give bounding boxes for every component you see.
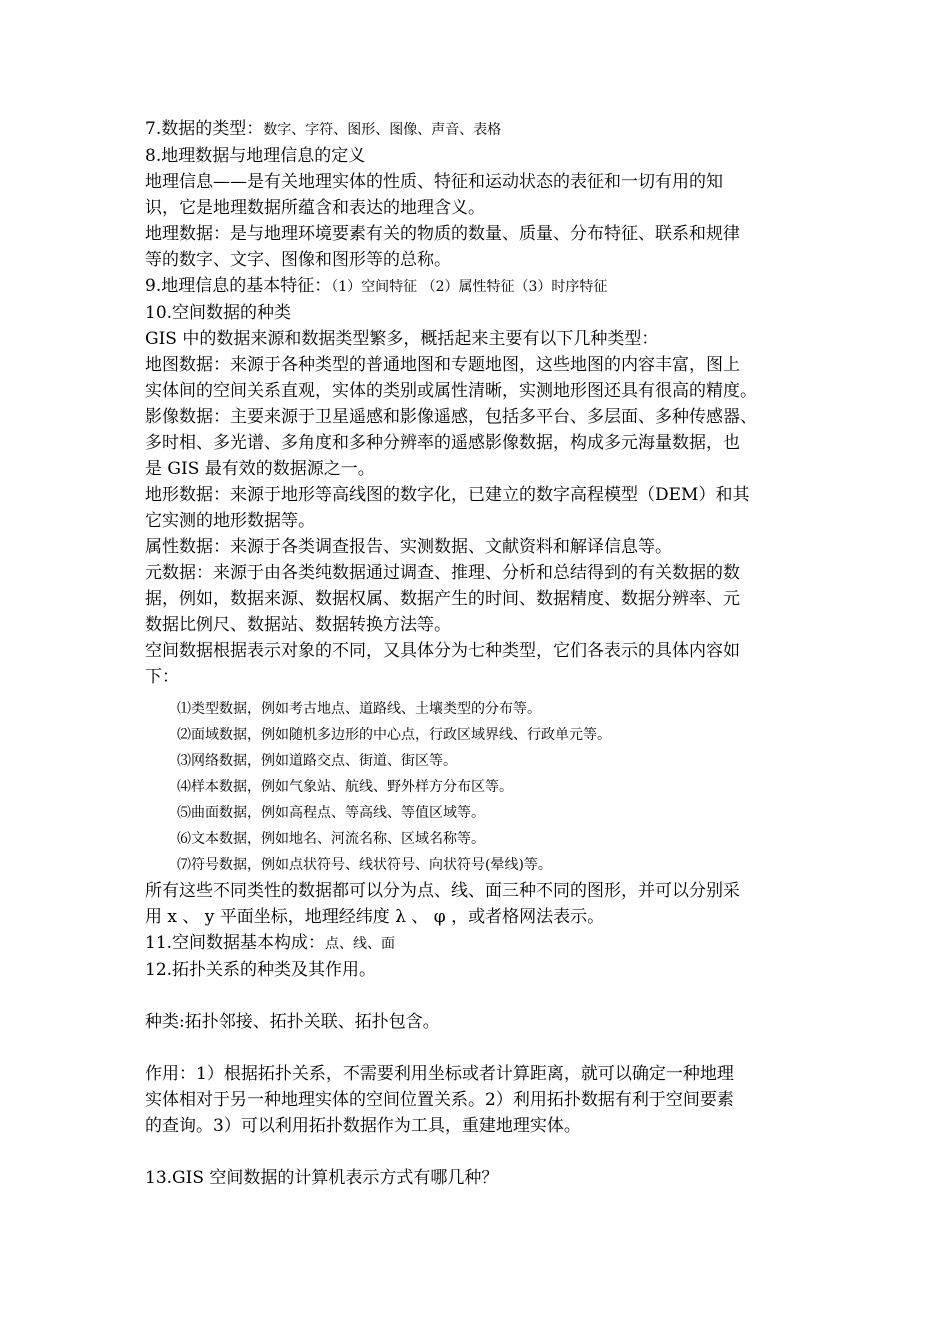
q8-info-line-1: 地理信息——是有关地理实体的性质、特征和运动状态的表征和一切有用的知 bbox=[145, 172, 723, 192]
q12-use-line-1: 作用：1）根据拓扑关系，不需要利用坐标或者计算距离，就可以确定一种地理 bbox=[145, 1064, 734, 1084]
list-item: ⑸曲面数据，例如高程点、等高线、等值区域等。 bbox=[177, 805, 485, 821]
q10-metadata-line-3: 数据比例尺、数据站、数据转换方法等。 bbox=[145, 615, 451, 635]
document-page bbox=[145, 116, 810, 1191]
q10-image-line-3: 是 GIS 最有效的数据源之一。 bbox=[145, 459, 375, 479]
q12-use-line-3: 的查询。3）可以利用拓扑数据作为工具，重建地理实体。 bbox=[145, 1116, 581, 1136]
q8-info-line-2: 识，它是地理数据所蕴含和表达的地理含义。 bbox=[145, 198, 485, 218]
q10-map-line-1: 地图数据：来源于各种类型的普通地图和专题地图，这些地图的内容丰富，图上 bbox=[145, 355, 740, 375]
list-item: ⑺符号数据，例如点状符号、线状符号、向状符号(晕线)等。 bbox=[177, 857, 552, 873]
q12-heading: 12.拓扑关系的种类及其作用。 bbox=[145, 960, 377, 980]
q10-image-line-1: 影像数据：主要来源于卫星遥感和影像遥感，包括多平台、多层面、多种传感器、 bbox=[145, 407, 757, 427]
q10-metadata-line-1: 元数据：来源于由各类纯数据通过调查、推理、分析和总结得到的有关数据的数 bbox=[145, 563, 740, 583]
q7-answer: 数字、字符、图形、图像、声音、表格 bbox=[263, 122, 502, 138]
q10-intro: GIS 中的数据来源和数据类型繁多，概括起来主要有以下几种类型： bbox=[145, 329, 659, 349]
q12-kinds: 种类:拓扑邻接、拓扑关联、拓扑包含。 bbox=[145, 1012, 440, 1032]
q9-answer: （1）空间特征 （2）属性特征（3）时序特征 bbox=[331, 279, 608, 295]
q10-map-line-2: 实体间的空间关系直观，实体的类别或属性清晰，实测地形图还具有很高的精度。 bbox=[145, 381, 757, 401]
q11-line bbox=[145, 930, 810, 957]
blank-line bbox=[145, 1035, 810, 1061]
q11-answer: 点、线、面 bbox=[325, 936, 396, 952]
list-item: ⑶网络数据，例如道路交点、街道、街区等。 bbox=[177, 753, 457, 769]
q10-summary-line-2: 用 x 、 y 平面坐标，地理经纬度 λ 、 φ ，或者格网法表示。 bbox=[145, 907, 605, 927]
q7-line bbox=[145, 116, 810, 143]
q8-data-line-1: 地理数据：是与地理环境要素有关的物质的数量、质量、分布特征、联系和规律 bbox=[145, 224, 740, 244]
q8-heading: 8.地理数据与地理信息的定义 bbox=[145, 146, 366, 166]
list-item: ⑹文本数据，例如地名、河流名称、区域名称等。 bbox=[177, 831, 485, 847]
q8-data-line-2: 等的数字、文字、图像和图形等的总称。 bbox=[145, 250, 451, 270]
list-item: ⑵面域数据，例如随机多边形的中心点，行政区域界线、行政单元等。 bbox=[177, 727, 611, 743]
list-item: ⑴类型数据，例如考古地点、道路线、土壤类型的分布等。 bbox=[177, 701, 541, 717]
q10-seven-types-line-1: 空间数据根据表示对象的不同，又具体分为七种类型，它们各表示的具体内容如 bbox=[145, 641, 740, 661]
q10-image-line-2: 多时相、多光谱、多角度和多种分辨率的遥感影像数据，构成多元海量数据，也 bbox=[145, 433, 740, 453]
blank-line bbox=[145, 983, 810, 1009]
q9-heading: 9.地理信息的基本特征： bbox=[145, 276, 332, 296]
q12-use-line-2: 实体相对于另一种地理实体的空间位置关系。2）利用拓扑数据有利于空间要素 bbox=[145, 1090, 734, 1110]
q9-line bbox=[145, 273, 810, 300]
q11-heading: 11.空间数据基本构成： bbox=[145, 933, 326, 953]
q10-heading: 10.空间数据的种类 bbox=[145, 303, 292, 323]
q10-attribute-line: 属性数据：来源于各类调查报告、实测数据、文献资料和解译信息等。 bbox=[145, 537, 672, 557]
q10-summary-line-1: 所有这些不同类性的数据都可以分为点、线、面三种不同的图形，并可以分别采 bbox=[145, 881, 740, 901]
q10-terrain-line-1: 地形数据：来源于地形等高线图的数字化，已建立的数字高程模型（DEM）和其 bbox=[145, 485, 750, 505]
q10-metadata-line-2: 据，例如，数据来源、数据权属、数据产生的时间、数据精度、数据分辨率、元 bbox=[145, 589, 740, 609]
q10-type-list bbox=[145, 690, 810, 878]
q7-heading: 7.数据的类型： bbox=[145, 119, 264, 139]
list-item: ⑷样本数据，例如气象站、航线、野外样方分布区等。 bbox=[177, 779, 513, 795]
q13-heading: 13.GIS 空间数据的计算机表示方式有哪几种？ bbox=[145, 1168, 499, 1188]
q10-terrain-line-2: 它实测的地形数据等。 bbox=[145, 511, 315, 531]
q10-seven-types-line-2: 下： bbox=[145, 667, 179, 687]
blank-line bbox=[145, 1139, 810, 1165]
